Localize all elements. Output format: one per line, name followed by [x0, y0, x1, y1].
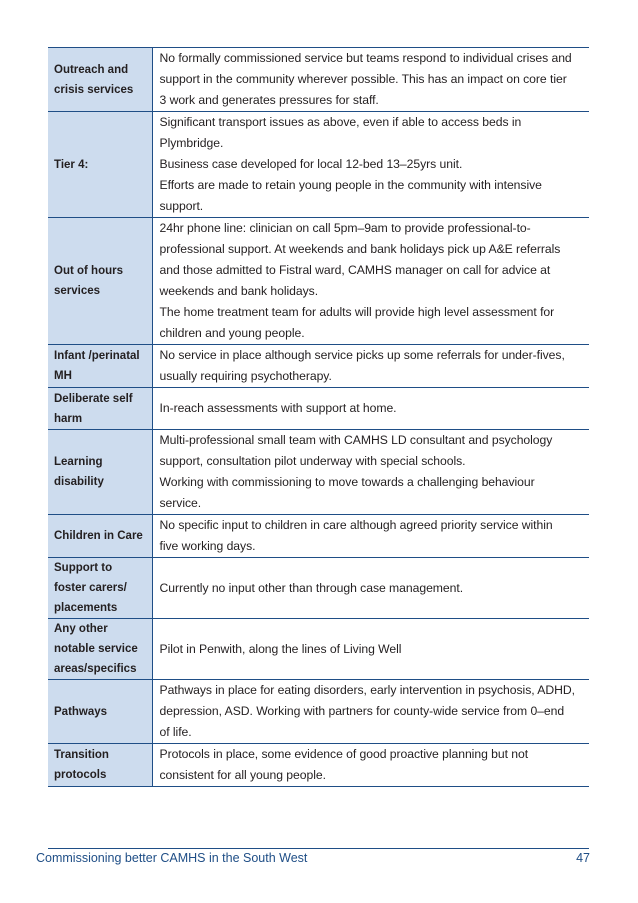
row-label: [48, 558, 152, 619]
row-label-line: notable service: [54, 643, 138, 655]
row-detail-line: and those admitted to Fistral ward, CAMHS manager on call for advice at: [159, 263, 551, 277]
row-label: [48, 744, 152, 787]
services-table-body: [48, 48, 589, 787]
row-label-line: Infant /perinatal: [54, 350, 140, 362]
row-detail-line: service.: [159, 496, 202, 510]
footer-rule: [48, 848, 589, 849]
table-row: [48, 744, 589, 787]
table-row: [48, 345, 589, 388]
row-detail: [152, 218, 589, 345]
row-detail-line: Plymbridge.: [159, 136, 224, 150]
row-detail-line: five working days.: [159, 539, 256, 553]
row-detail: [152, 619, 589, 680]
row-label-line: Children in Care: [54, 530, 143, 542]
table-row: [48, 515, 589, 558]
page-number: 47: [576, 851, 590, 865]
row-detail-line: professional support. At weekends and bank holidays pick up A&E referrals: [159, 242, 561, 256]
table-row: [48, 218, 589, 345]
row-label-line: crisis services: [54, 83, 134, 96]
table-row: [48, 388, 589, 430]
row-label: [48, 48, 152, 112]
row-label-line: Out of hours: [54, 265, 123, 277]
row-detail-line: No specific input to children in care although agreed priority service within: [159, 518, 553, 532]
table-row: [48, 430, 589, 515]
row-label: [48, 388, 152, 430]
row-detail-line: Protocols in place, some evidence of good proactive planning but not: [159, 747, 529, 761]
row-detail-line: Currently no input other than through case management.: [159, 580, 464, 595]
row-detail-line: 24hr phone line: clinician on call 5pm–9am to provide professional-to-: [159, 221, 531, 235]
row-detail-line: children and young people.: [159, 326, 305, 340]
row-detail-line: usually requiring psychotherapy.: [159, 369, 332, 383]
row-detail-line: The home treatment team for adults will provide high level assessment for: [159, 305, 555, 319]
row-label-line: areas/specifics: [54, 663, 137, 675]
row-label: [48, 430, 152, 515]
row-label-line: MH: [54, 370, 72, 382]
row-detail: [152, 48, 589, 112]
table-row: [48, 680, 589, 744]
row-detail: [152, 558, 589, 619]
row-detail-line: Efforts are made to retain young people in the community with intensive: [159, 178, 542, 192]
row-label-line: Tier 4:: [54, 158, 89, 171]
row-detail-line: consistent for all young people.: [159, 768, 326, 782]
row-label: [48, 345, 152, 388]
row-detail-line: Multi-professional small team with CAMHS LD consultant and psychology: [159, 433, 553, 447]
table-row: [48, 48, 589, 112]
row-detail-line: Working with commissioning to move towards a challenging behaviour: [159, 475, 535, 489]
row-label: [48, 515, 152, 558]
row-detail-line: support in the community wherever possible. This has an impact on core tier: [159, 72, 567, 86]
row-detail-line: of life.: [159, 725, 192, 739]
row-detail: [152, 345, 589, 388]
row-label-line: Support to: [54, 562, 113, 574]
row-detail-line: In-reach assessments with support at home.: [159, 401, 397, 415]
row-label: [48, 680, 152, 744]
row-label-line: Any other: [54, 623, 108, 635]
row-detail-line: No formally commissioned service but teams respond to individual crises and: [159, 51, 572, 65]
row-detail-line: support.: [159, 199, 204, 213]
row-label-line: Deliberate self: [54, 393, 133, 405]
row-label-line: foster carers/: [54, 582, 127, 594]
footer-title: Commissioning better CAMHS in the South West: [36, 851, 308, 865]
row-detail-line: Pathways in place for eating disorders, early intervention in psychosis, ADHD,: [159, 683, 575, 697]
row-detail: [152, 515, 589, 558]
row-label-line: Learning: [54, 456, 103, 468]
row-label-line: Outreach and: [54, 63, 129, 76]
table-row: [48, 558, 589, 619]
row-detail-line: support, consultation pilot underway with special schools.: [159, 454, 466, 468]
row-label: [48, 112, 152, 218]
row-label-line: placements: [54, 602, 118, 614]
row-label: [48, 218, 152, 345]
row-detail: [152, 744, 589, 787]
row-detail-line: 3 work and generates pressures for staff.: [159, 93, 379, 107]
row-detail-line: depression, ASD. Working with partners for county-wide service from 0–end: [159, 704, 565, 718]
row-label-line: services: [54, 285, 101, 297]
table-row: [48, 619, 589, 680]
row-detail: [152, 680, 589, 744]
row-detail-line: weekends and bank holidays.: [159, 284, 319, 298]
row-label-line: harm: [54, 413, 83, 425]
row-label-line: protocols: [54, 769, 107, 781]
row-detail: [152, 388, 589, 430]
row-detail: [152, 112, 589, 218]
row-detail-line: Pilot in Penwith, along the lines of Living Well: [159, 641, 402, 656]
row-label: [48, 619, 152, 680]
row-label-line: disability: [54, 476, 104, 488]
services-table: [48, 47, 589, 787]
row-detail-line: Business case developed for local 12-bed 13–25yrs unit.: [159, 157, 463, 171]
row-label-line: Transition: [54, 749, 109, 761]
row-detail-line: Significant transport issues as above, even if able to access beds in: [159, 115, 522, 129]
row-detail: [152, 430, 589, 515]
table-row: [48, 112, 589, 218]
row-detail-line: No service in place although service picks up some referrals for under-fives,: [159, 348, 565, 362]
row-label-line: Pathways: [54, 705, 108, 718]
